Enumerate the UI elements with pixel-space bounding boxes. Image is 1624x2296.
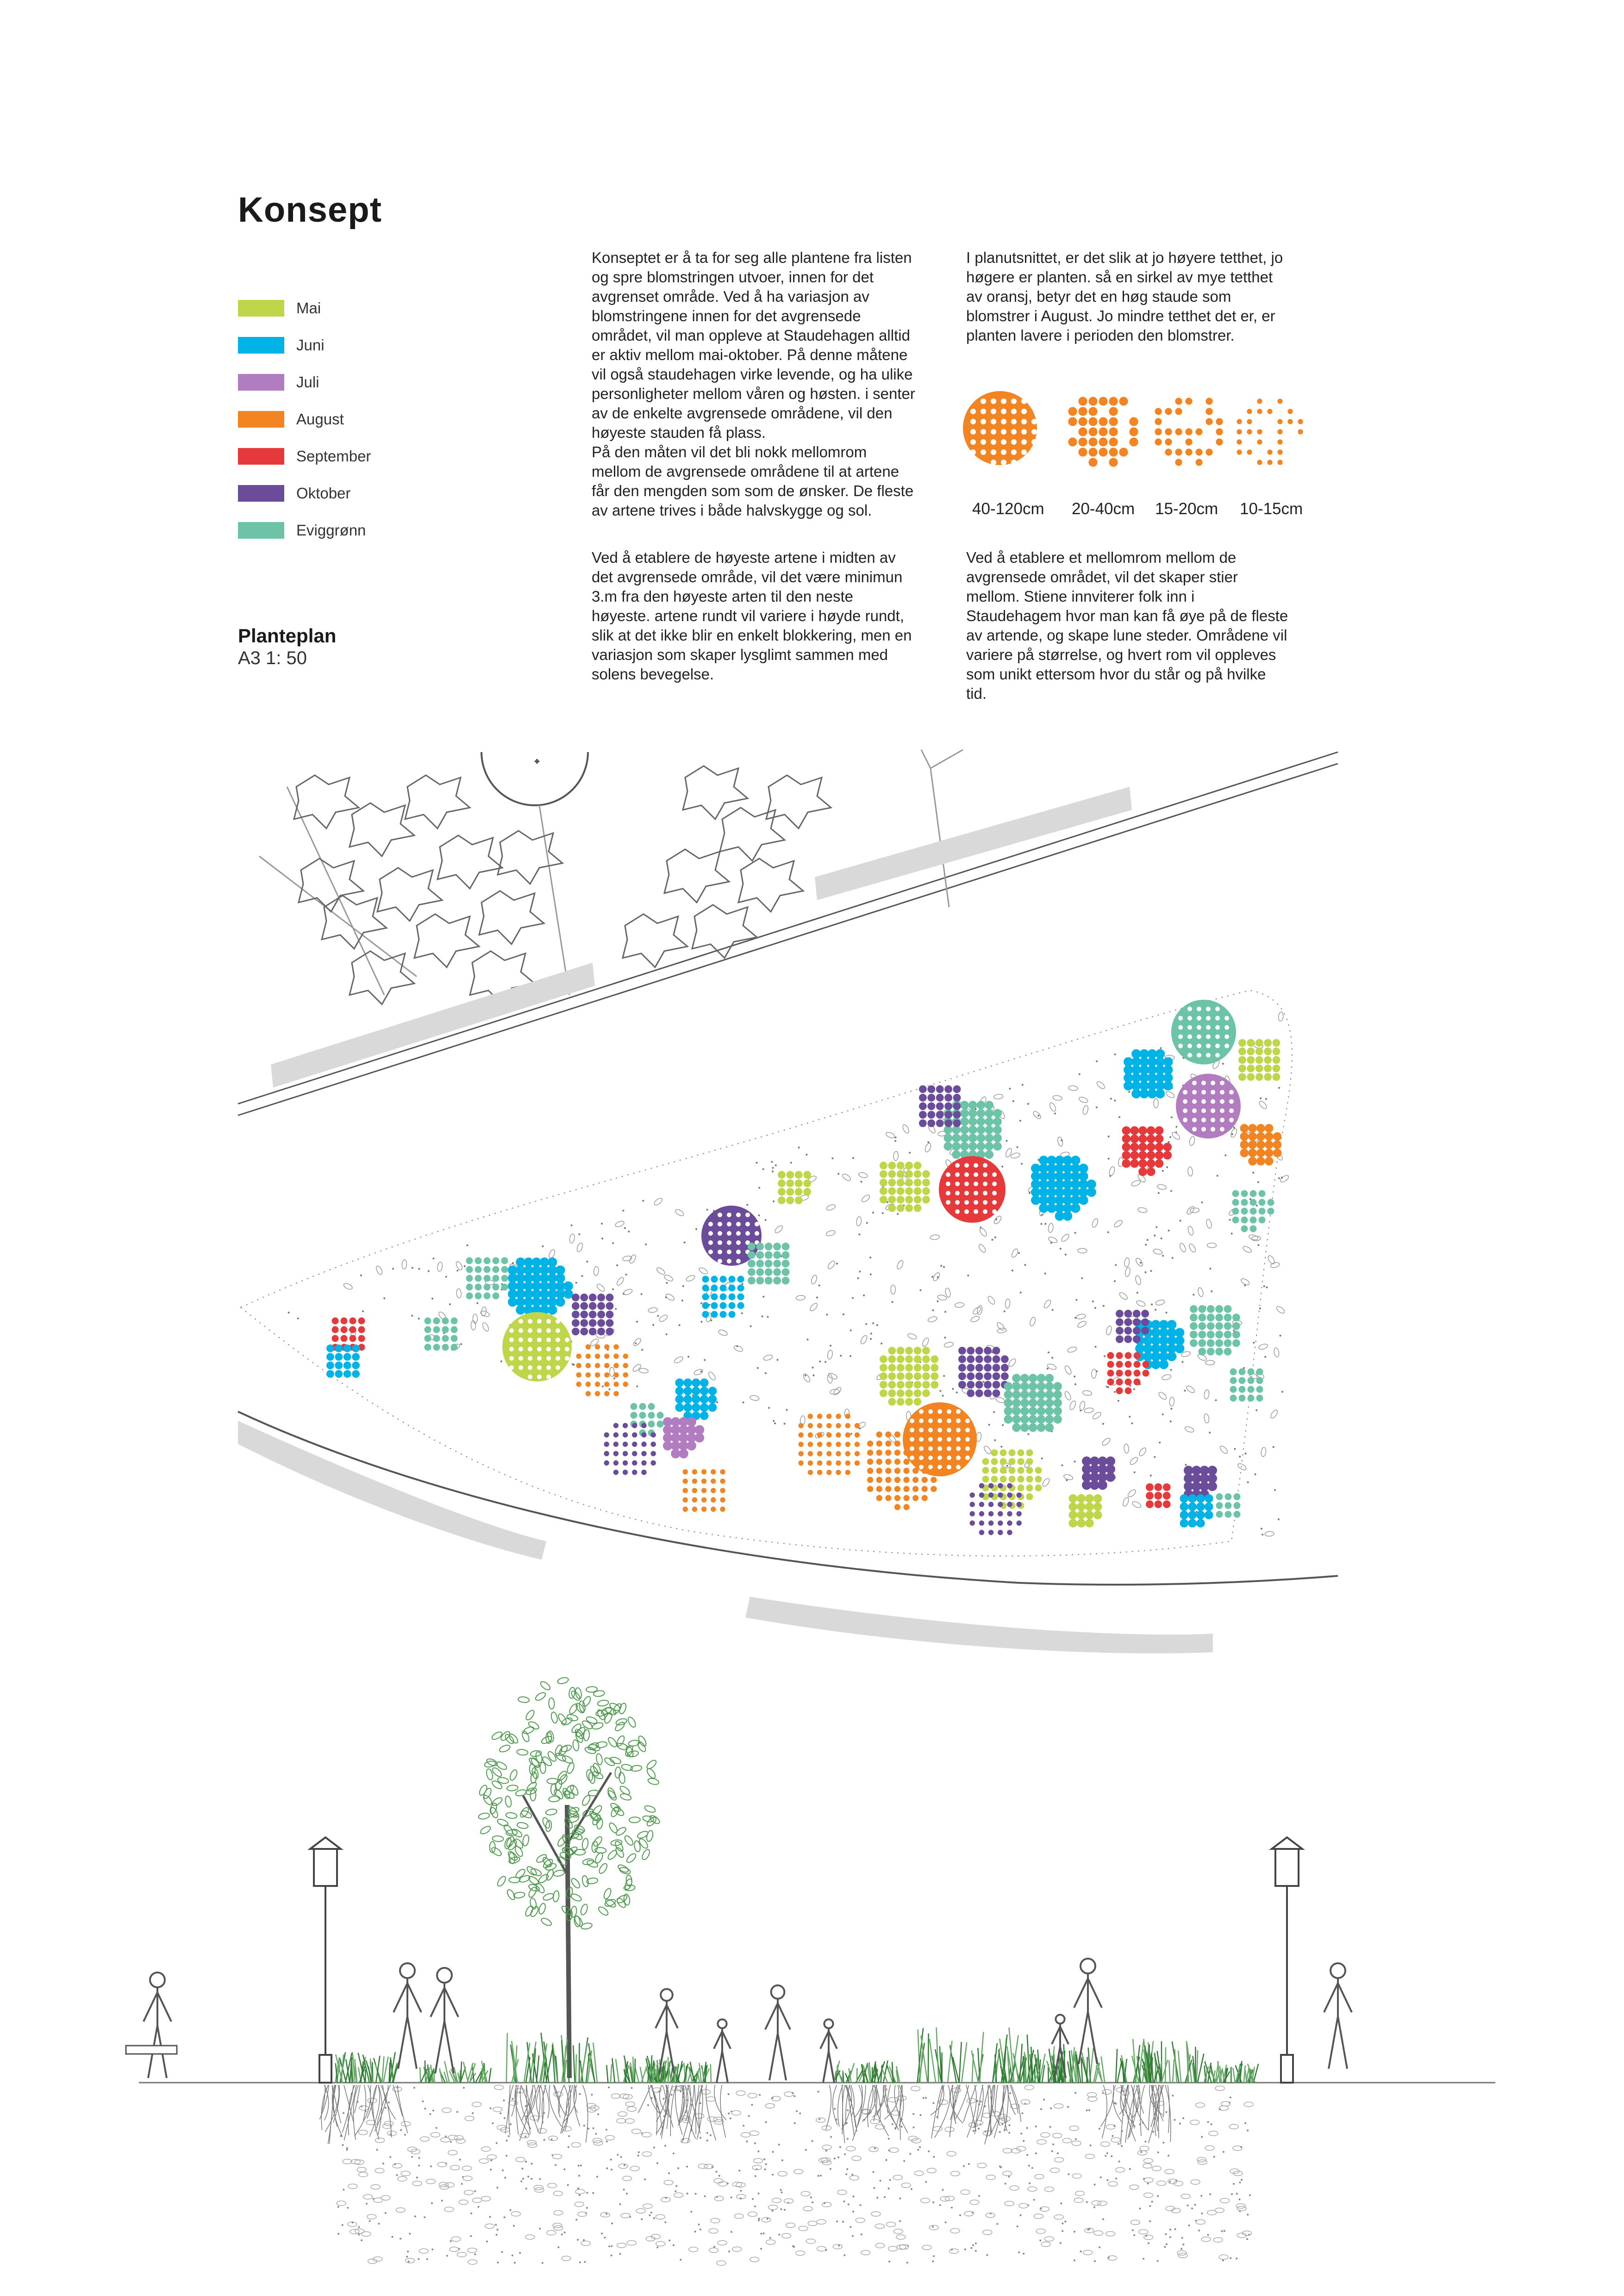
concept-text-4: I planutsnittet, er det slik at jo høyere tetthet, jo høgere er planten. så en sirkel av mye tetthet av oransj, betyr det en høg staude som blomstrer i August. Jo mindre tetthet det er, er planten lavere i perioden den blomstrer. — [966, 249, 1283, 344]
grass-blade — [669, 2067, 671, 2083]
grass-blade — [506, 2033, 507, 2083]
concept-text-3: Ved å etablere de høyeste artene i midten av det avgrensede område, vil det være minimun 3.m fra den høyeste arten til den neste høyeste. artene rundt vil variere i høyde rundt, slik at det ikke blir en enkelt blokkering, men en variasjon som skaper lysglimt sammen med solens bevegelse. — [592, 549, 912, 683]
concept-text-5: Ved å etablere et mellomrom mellom de avgrensede området, vil det skaper stier mellom. Stiene innviterer folk inn i Staudehagem hvor man kan få øye på de fleste av artende, og skape lune steder. Områdene vil variere på størrelse, og hvert rom vil oppleves som unikt ettersom hvor du står og på hvilke tid. — [966, 549, 1288, 702]
grass-blade — [1169, 2060, 1170, 2083]
person-figure — [1324, 1963, 1352, 2069]
density-label-4: 10-15cm — [1240, 500, 1303, 518]
grass-blade — [1162, 2060, 1168, 2083]
legend-label: Eviggrønn — [296, 522, 366, 539]
grass-blade — [1165, 2047, 1166, 2083]
grass-blade — [341, 2054, 344, 2083]
grass-blade — [537, 2055, 539, 2083]
planteplan-title: Planteplan — [238, 625, 337, 647]
person-figure — [394, 1963, 421, 2069]
grass-blade — [1173, 2059, 1174, 2083]
legend-label: Juni — [296, 336, 325, 354]
grass-blade — [1014, 2056, 1018, 2083]
legend-label: Mai — [296, 299, 321, 317]
grass-blade — [573, 2045, 575, 2083]
tree-icon — [478, 1677, 661, 2078]
grass-blade — [579, 2043, 580, 2083]
planteplan-scale: A3 1: 50 — [238, 648, 307, 668]
person-figure — [820, 2019, 837, 2083]
grass-blade — [612, 2058, 614, 2083]
density-label-1: 40-120cm — [972, 500, 1044, 518]
lamp-post-left — [310, 1837, 341, 2083]
grass-blade — [930, 2039, 936, 2083]
root-line — [328, 2085, 332, 2144]
person-figure — [656, 1989, 678, 2073]
person-figure — [144, 1972, 171, 2078]
density-label-2: 20-40cm — [1072, 500, 1135, 518]
grass-blade — [616, 2059, 619, 2083]
person-figure — [431, 1968, 458, 2073]
density-label-3: 15-20cm — [1155, 500, 1218, 518]
grass-blade — [1197, 2050, 1198, 2083]
grass-blade — [1116, 2049, 1117, 2083]
concept-text-2: På den måten vil det bli nokk mellomrom mellom de avgrensede områdene til at artene får den mengden som som de ønsker. De fleste av artene trives i både halvskygge og sol. — [592, 443, 914, 519]
grass-blade — [575, 2054, 576, 2083]
person-figure — [765, 1985, 790, 2080]
grass-blade — [959, 2042, 962, 2083]
grass-blade — [1245, 2070, 1247, 2083]
grass-blade — [962, 2042, 967, 2083]
grass-blade — [635, 2068, 639, 2083]
grass-blade — [611, 2065, 612, 2083]
concept-text-1: Konseptet er å ta for seg alle plantene fra listen og spre blomstringen utvoer, innen for det avgrenset område. Ved å ha variasjon av blomstringene innen for det avgrensede området, vil man oppleve at Staudehagen alltid er aktiv mellom mai-oktober. På denne måtene vil også staudehagen virke levende, og ha ulike personligheter mellom våren og høsten. i senter av de enkelte avgrensede områdene, vil den høyeste stauden få plass. — [592, 249, 915, 441]
page-title: Konsept — [238, 190, 382, 230]
grass-blade — [489, 2068, 491, 2083]
legend-label: September — [296, 448, 371, 465]
grass-blade — [842, 2070, 843, 2083]
person-figure — [714, 2019, 731, 2083]
perennial-plants — [335, 2028, 1258, 2083]
grass-blade — [1088, 2047, 1091, 2083]
grass-blade — [1244, 2066, 1245, 2083]
lamp-post-right — [1272, 1837, 1302, 2083]
legend-label: Juli — [296, 373, 319, 391]
legend-label: August — [296, 411, 344, 428]
grass-blade — [1233, 2068, 1235, 2083]
grass-blade — [1198, 2053, 1204, 2083]
grass-blade — [606, 2065, 608, 2083]
legend-label: Oktober — [296, 485, 351, 502]
grass-blade — [928, 2034, 929, 2083]
bench-icon — [126, 2046, 177, 2054]
grass-blade — [1117, 2061, 1121, 2083]
